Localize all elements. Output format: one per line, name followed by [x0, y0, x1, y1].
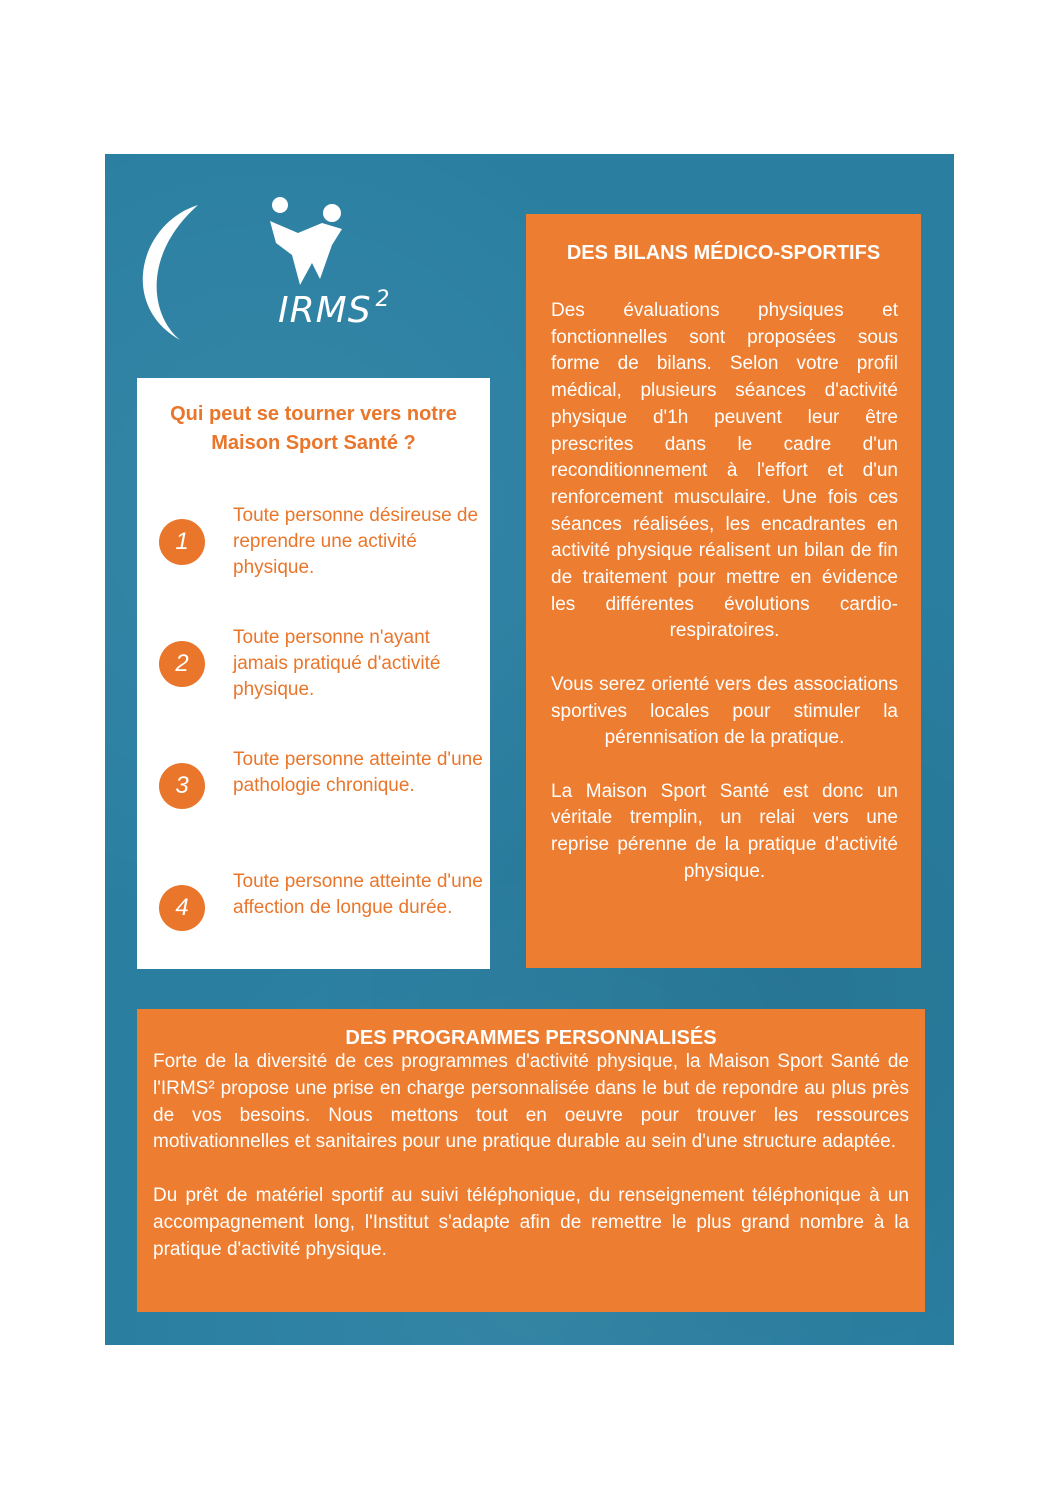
programmes-card: [137, 1009, 925, 1312]
bilans-title: DES BILANS MÉDICO-SPORTIFS: [566, 242, 881, 264]
who-card: [137, 378, 490, 969]
bilans-body: [551, 298, 898, 885]
bilans-card: [526, 214, 921, 968]
number-badge: 1: [159, 519, 205, 565]
who-item-text: Toute personne n'ayant jamais pratiqué d'activité physique.: [233, 627, 441, 700]
who-item-text: Toute personne désireuse de reprendre une activité physique.: [233, 505, 479, 578]
who-title: Qui peut se tourner vers notre Maison Sport Santé ?: [170, 403, 457, 454]
number-badge: 2: [159, 641, 205, 687]
logo-wordmark: IRMS $^2$: [278, 287, 391, 331]
programmes-paragraph: Forte de la diversité de ces programmes d'activité physique, la Maison Sport Santé de l'IRMS² propose une prise en charge personnalisée dans le but de repondre au plus près de vos besoins. Nous mettons tout en oeuvre pour trouver les ressources motivationnelles et sanitaires pour une pratique durable au sein d'une structure adaptée.: [153, 1051, 909, 1153]
bilans-paragraph: Des évaluations physiques et fonctionnelles sont proposées sous forme de bilans. Selon votre profil médical, plusieurs séances d'activité physique d'1h peuvent leur être prescrites dans le cadre d'un reconditionnement à l'effort et d'un renforcement musculaire. Une fois ces séances réalisées, les encadrantes en activité physique réalisent un bilan de fin de traitement pour mettre en évidence les différentes évolutions cardio-respiratoires.: [551, 300, 898, 642]
programmes-body: [153, 1049, 909, 1263]
who-item: [159, 625, 489, 715]
bilans-paragraph: La Maison Sport Santé est donc un véritale tremplin, un relai vers une reprise pérenne de la pratique d'activité physique.: [551, 780, 898, 882]
who-item: [159, 503, 489, 593]
programmes-title: DES PROGRAMMES PERSONNALISÉS: [345, 1027, 717, 1049]
number-badge: 4: [159, 885, 205, 931]
programmes-paragraph: Du prêt de matériel sportif au suivi téléphonique, du renseignement téléphonique à un accompagnement long, l'Institut s'adapte afin de remettre le plus grand nombre à la pratique d'activité physique.: [153, 1184, 909, 1260]
irms-logo: [120, 195, 400, 355]
number-badge: 3: [159, 763, 205, 809]
who-item: [159, 747, 489, 837]
who-item-text: Toute personne atteinte d'une affection de longue durée.: [233, 871, 483, 918]
logo-crescent-icon: [120, 195, 400, 355]
bilans-paragraph: Vous serez orienté vers des associations sportives locales pour stimuler la pérennisation de la pratique.: [551, 673, 898, 749]
who-item: [159, 869, 489, 959]
who-item-text: Toute personne atteinte d'une pathologie chronique.: [233, 749, 483, 796]
